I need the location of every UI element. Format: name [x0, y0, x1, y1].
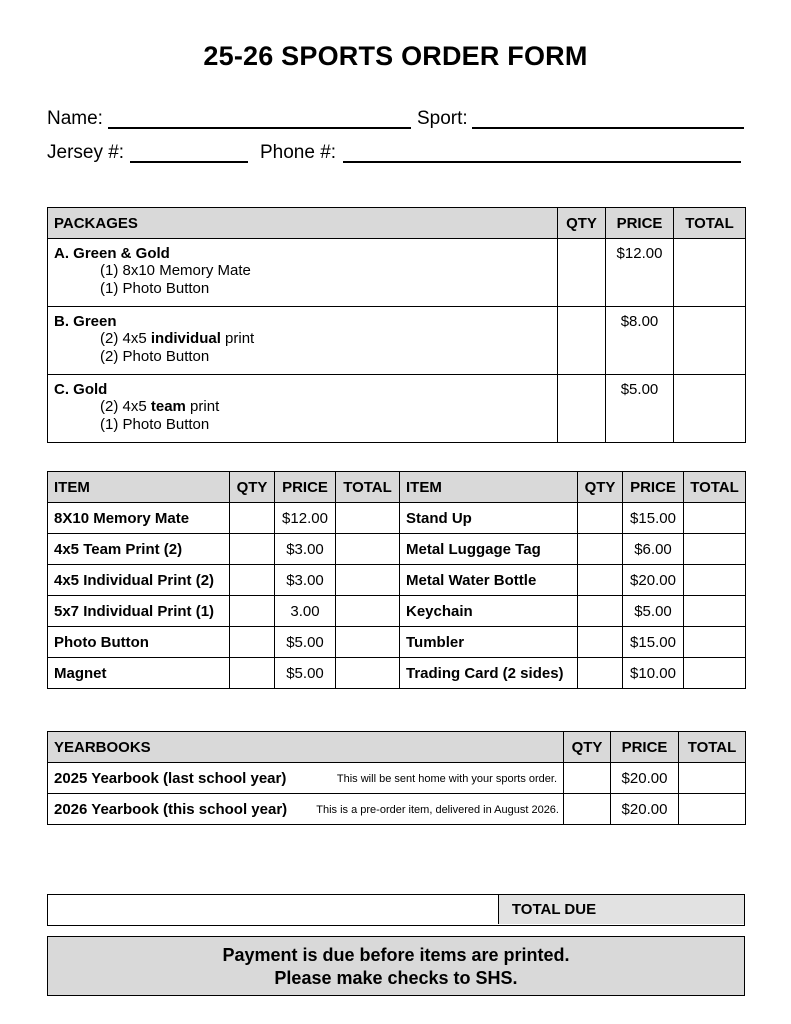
package-name: A. Green & Gold: [54, 245, 170, 262]
payment-line-2: Please make checks to SHS.: [274, 968, 518, 988]
qty-cell[interactable]: [558, 239, 606, 307]
items-header: [48, 472, 746, 503]
yearbooks-table: [47, 731, 746, 825]
item-header: ITEM: [48, 472, 230, 503]
item-name: Photo Button: [48, 627, 230, 658]
price-cell: $5.00: [606, 375, 674, 443]
jersey-phone-row: [47, 142, 745, 168]
total-cell[interactable]: [684, 534, 746, 565]
total-cell[interactable]: [336, 565, 400, 596]
table-row: [48, 503, 746, 534]
price-cell: $12.00: [275, 503, 336, 534]
price-header: PRICE: [606, 208, 674, 239]
package-line: (1) 8x10 Memory Mate: [100, 262, 251, 279]
price-cell: $20.00: [623, 565, 684, 596]
price-cell: $5.00: [275, 627, 336, 658]
total-header: TOTAL: [336, 472, 400, 503]
table-row: [48, 565, 746, 596]
item-name: 5x7 Individual Print (1): [48, 596, 230, 627]
total-cell[interactable]: [679, 794, 746, 825]
price-cell: $3.00: [275, 565, 336, 596]
total-cell[interactable]: [336, 627, 400, 658]
qty-cell[interactable]: [230, 596, 275, 627]
package-row-a: [48, 239, 746, 307]
qty-cell[interactable]: [230, 658, 275, 689]
package-row-c: [48, 375, 746, 443]
qty-cell[interactable]: [558, 375, 606, 443]
price-cell: $20.00: [611, 794, 679, 825]
total-cell[interactable]: [679, 763, 746, 794]
qty-cell[interactable]: [578, 503, 623, 534]
total-due-box: [47, 894, 745, 926]
price-cell: $5.00: [275, 658, 336, 689]
total-header: TOTAL: [679, 732, 746, 763]
yearbook-note: This is a pre-order item, delivered in August 2026.: [316, 803, 559, 816]
package-description: [48, 375, 558, 443]
qty-cell[interactable]: [564, 794, 611, 825]
price-cell: $5.00: [623, 596, 684, 627]
qty-cell[interactable]: [578, 596, 623, 627]
package-line: [54, 330, 551, 348]
sport-field[interactable]: [472, 127, 744, 129]
line-bold: team: [150, 398, 186, 415]
jersey-field[interactable]: [130, 161, 248, 163]
yearbook-name-cell: [48, 794, 564, 825]
package-line: [54, 398, 551, 416]
payment-line-1: Payment is due before items are printed.: [222, 945, 570, 965]
price-cell: $15.00: [623, 503, 684, 534]
package-name: C. Gold: [54, 381, 108, 398]
price-cell: $10.00: [623, 658, 684, 689]
line-text: print: [220, 330, 255, 347]
line-text: (2) 4x5: [100, 398, 151, 415]
price-cell: $15.00: [623, 627, 684, 658]
yearbook-name: 2025 Yearbook (last school year): [54, 769, 287, 787]
total-cell[interactable]: [684, 596, 746, 627]
table-row: [48, 534, 746, 565]
package-description: [48, 307, 558, 375]
item-header: ITEM: [400, 472, 578, 503]
total-cell[interactable]: [684, 627, 746, 658]
qty-header: QTY: [564, 732, 611, 763]
qty-cell[interactable]: [230, 534, 275, 565]
total-cell[interactable]: [674, 239, 746, 307]
price-header: PRICE: [623, 472, 684, 503]
item-name: Keychain: [400, 596, 578, 627]
price-cell: 3.00: [275, 596, 336, 627]
price-cell: $20.00: [611, 763, 679, 794]
yearbook-name-cell: [48, 763, 564, 794]
total-cell[interactable]: [684, 658, 746, 689]
item-name: Trading Card (2 sides): [400, 658, 578, 689]
total-cell[interactable]: [336, 534, 400, 565]
price-header: PRICE: [611, 732, 679, 763]
table-row: [48, 658, 746, 689]
sport-label: Sport:: [417, 108, 468, 129]
packages-header: [48, 208, 746, 239]
packages-table: [47, 207, 746, 443]
item-name: Metal Luggage Tag: [400, 534, 578, 565]
page-title: 25-26 SPORTS ORDER FORM: [203, 41, 588, 71]
qty-cell[interactable]: [578, 658, 623, 689]
item-name: 4x5 Team Print (2): [48, 534, 230, 565]
line-text: print: [185, 398, 220, 415]
line-text: (2) 4x5: [100, 330, 151, 347]
items-table: [47, 471, 746, 689]
payment-notice: [47, 936, 745, 996]
name-sport-row: [47, 108, 745, 134]
price-cell: $12.00: [606, 239, 674, 307]
qty-header: QTY: [230, 472, 275, 503]
total-cell[interactable]: [684, 565, 746, 596]
yearbooks-header-label: YEARBOOKS: [48, 732, 564, 763]
total-due-label: TOTAL DUE: [498, 895, 610, 924]
total-header: TOTAL: [684, 472, 746, 503]
jersey-label: Jersey #:: [47, 142, 125, 163]
price-cell: $3.00: [275, 534, 336, 565]
packages-header-label: PACKAGES: [48, 208, 558, 239]
yearbook-name: 2026 Yearbook (this school year): [54, 800, 288, 818]
name-field[interactable]: [108, 127, 411, 129]
qty-header: QTY: [578, 472, 623, 503]
table-row: [48, 627, 746, 658]
total-due-field[interactable]: [608, 895, 744, 924]
item-name: 8X10 Memory Mate: [48, 503, 230, 534]
qty-cell[interactable]: [230, 627, 275, 658]
table-row: [48, 596, 746, 627]
package-line: (2) Photo Button: [100, 348, 210, 365]
package-line: (1) Photo Button: [100, 416, 210, 433]
package-row-b: [48, 307, 746, 375]
total-cell[interactable]: [336, 658, 400, 689]
package-line: (1) Photo Button: [100, 280, 210, 297]
item-name: Stand Up: [400, 503, 578, 534]
price-cell: $6.00: [623, 534, 684, 565]
qty-cell[interactable]: [578, 534, 623, 565]
total-cell[interactable]: [674, 375, 746, 443]
table-row: [48, 763, 746, 794]
qty-cell[interactable]: [558, 307, 606, 375]
total-cell[interactable]: [336, 503, 400, 534]
total-header: TOTAL: [674, 208, 746, 239]
package-name: B. Green: [54, 313, 117, 330]
yearbooks-header: [48, 732, 746, 763]
item-name: Metal Water Bottle: [400, 565, 578, 596]
line-bold: individual: [150, 330, 221, 347]
phone-field[interactable]: [343, 161, 741, 163]
qty-header: QTY: [558, 208, 606, 239]
qty-cell[interactable]: [578, 565, 623, 596]
qty-cell[interactable]: [578, 627, 623, 658]
total-cell[interactable]: [336, 596, 400, 627]
phone-label: Phone #:: [260, 142, 337, 163]
price-cell: $8.00: [606, 307, 674, 375]
package-description: [48, 239, 558, 307]
total-cell[interactable]: [674, 307, 746, 375]
yearbook-note: This will be sent home with your sports order.: [336, 772, 557, 785]
qty-cell[interactable]: [564, 763, 611, 794]
table-row: [48, 794, 746, 825]
item-name: 4x5 Individual Print (2): [48, 565, 230, 596]
price-header: PRICE: [275, 472, 336, 503]
item-name: Magnet: [48, 658, 230, 689]
name-label: Name:: [47, 108, 103, 129]
item-name: Tumbler: [400, 627, 578, 658]
total-cell[interactable]: [684, 503, 746, 534]
qty-cell[interactable]: [230, 503, 275, 534]
qty-cell[interactable]: [230, 565, 275, 596]
